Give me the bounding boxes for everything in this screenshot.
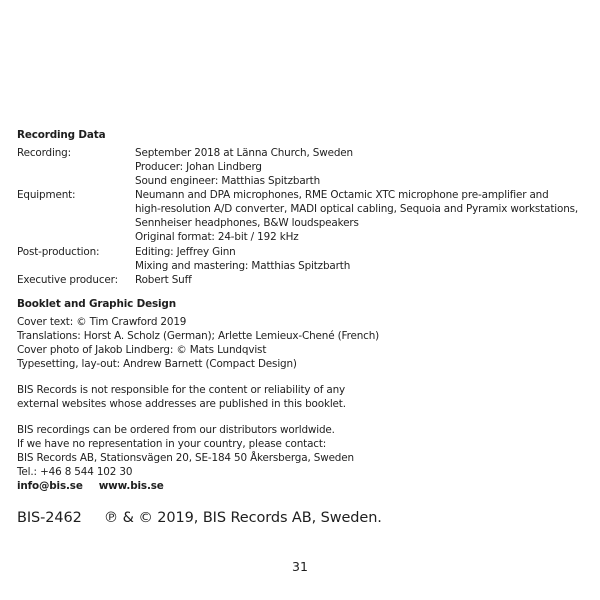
equipment-details bbox=[135, 188, 578, 244]
contact-line: BIS recordings can be ordered from our distributors worldwide. bbox=[17, 424, 335, 436]
post-production-details bbox=[135, 245, 350, 273]
booklet-heading: Booklet and Graphic Design bbox=[17, 298, 176, 310]
equipment-line: Neumann and DPA microphones, RME Octamic XTC microphone pre-amplifier and bbox=[135, 189, 549, 201]
contact-text bbox=[17, 423, 354, 479]
email-link[interactable]: info@bis.se bbox=[17, 480, 83, 492]
copyright-notice: ℗ & © 2019, BIS Records AB, Sweden. bbox=[103, 510, 382, 526]
post-production-line: Mixing and mastering: Matthias Spitzbarth bbox=[135, 260, 351, 273]
recording-line: September 2018 at Länna Church, Sweden bbox=[135, 147, 353, 159]
recording-line: Producer: Johan Lindberg bbox=[135, 161, 262, 174]
booklet-line: Translations: Horst A. Scholz (German); Arlette Lemieux-Chené (French) bbox=[17, 330, 380, 343]
executive-producer-label: Executive producer: bbox=[17, 274, 118, 286]
executive-producer-details bbox=[135, 273, 192, 287]
equipment-line: Original format: 24-bit / 192 kHz bbox=[135, 231, 299, 244]
contact-links bbox=[17, 480, 164, 492]
equipment-label: Equipment: bbox=[17, 189, 76, 201]
page-number: 31 bbox=[292, 559, 308, 574]
booklet-credits bbox=[17, 315, 379, 371]
recording-details bbox=[135, 146, 353, 188]
disclaimer-line: external websites whose addresses are published in this booklet. bbox=[17, 398, 346, 411]
website-link[interactable]: www.bis.se bbox=[98, 480, 164, 492]
booklet-line: Typesetting, lay-out: Andrew Barnett (Compact Design) bbox=[17, 358, 297, 371]
post-production-label: Post-production: bbox=[17, 246, 100, 258]
disclaimer-line: BIS Records is not responsible for the content or reliability of any bbox=[17, 384, 346, 396]
recording-data-heading: Recording Data bbox=[17, 129, 106, 141]
recording-line: Sound engineer: Matthias Spitzbarth bbox=[135, 175, 321, 188]
catalog-number: BIS-2462 bbox=[17, 510, 82, 526]
post-production-line: Editing: Jeffrey Ginn bbox=[135, 246, 236, 258]
executive-producer-line: Robert Suff bbox=[135, 274, 192, 286]
contact-line: Tel.: +46 8 544 102 30 bbox=[17, 466, 133, 479]
contact-line: If we have no representation in your country, please contact: bbox=[17, 438, 327, 451]
equipment-line: Sennheiser headphones, B&W loudspeakers bbox=[135, 217, 359, 230]
booklet-line: Cover text: © Tim Crawford 2019 bbox=[17, 316, 187, 328]
equipment-line: high-resolution A/D converter, MADI optical cabling, Sequoia and Pyramix workstations, bbox=[135, 203, 579, 216]
catalog-line bbox=[17, 510, 382, 526]
recording-label: Recording: bbox=[17, 147, 71, 159]
booklet-line: Cover photo of Jakob Lindberg: © Mats Lundqvist bbox=[17, 344, 267, 357]
contact-line: BIS Records AB, Stationsvägen 20, SE-184 50 Åkersberga, Sweden bbox=[17, 452, 354, 465]
disclaimer-text bbox=[17, 383, 346, 411]
